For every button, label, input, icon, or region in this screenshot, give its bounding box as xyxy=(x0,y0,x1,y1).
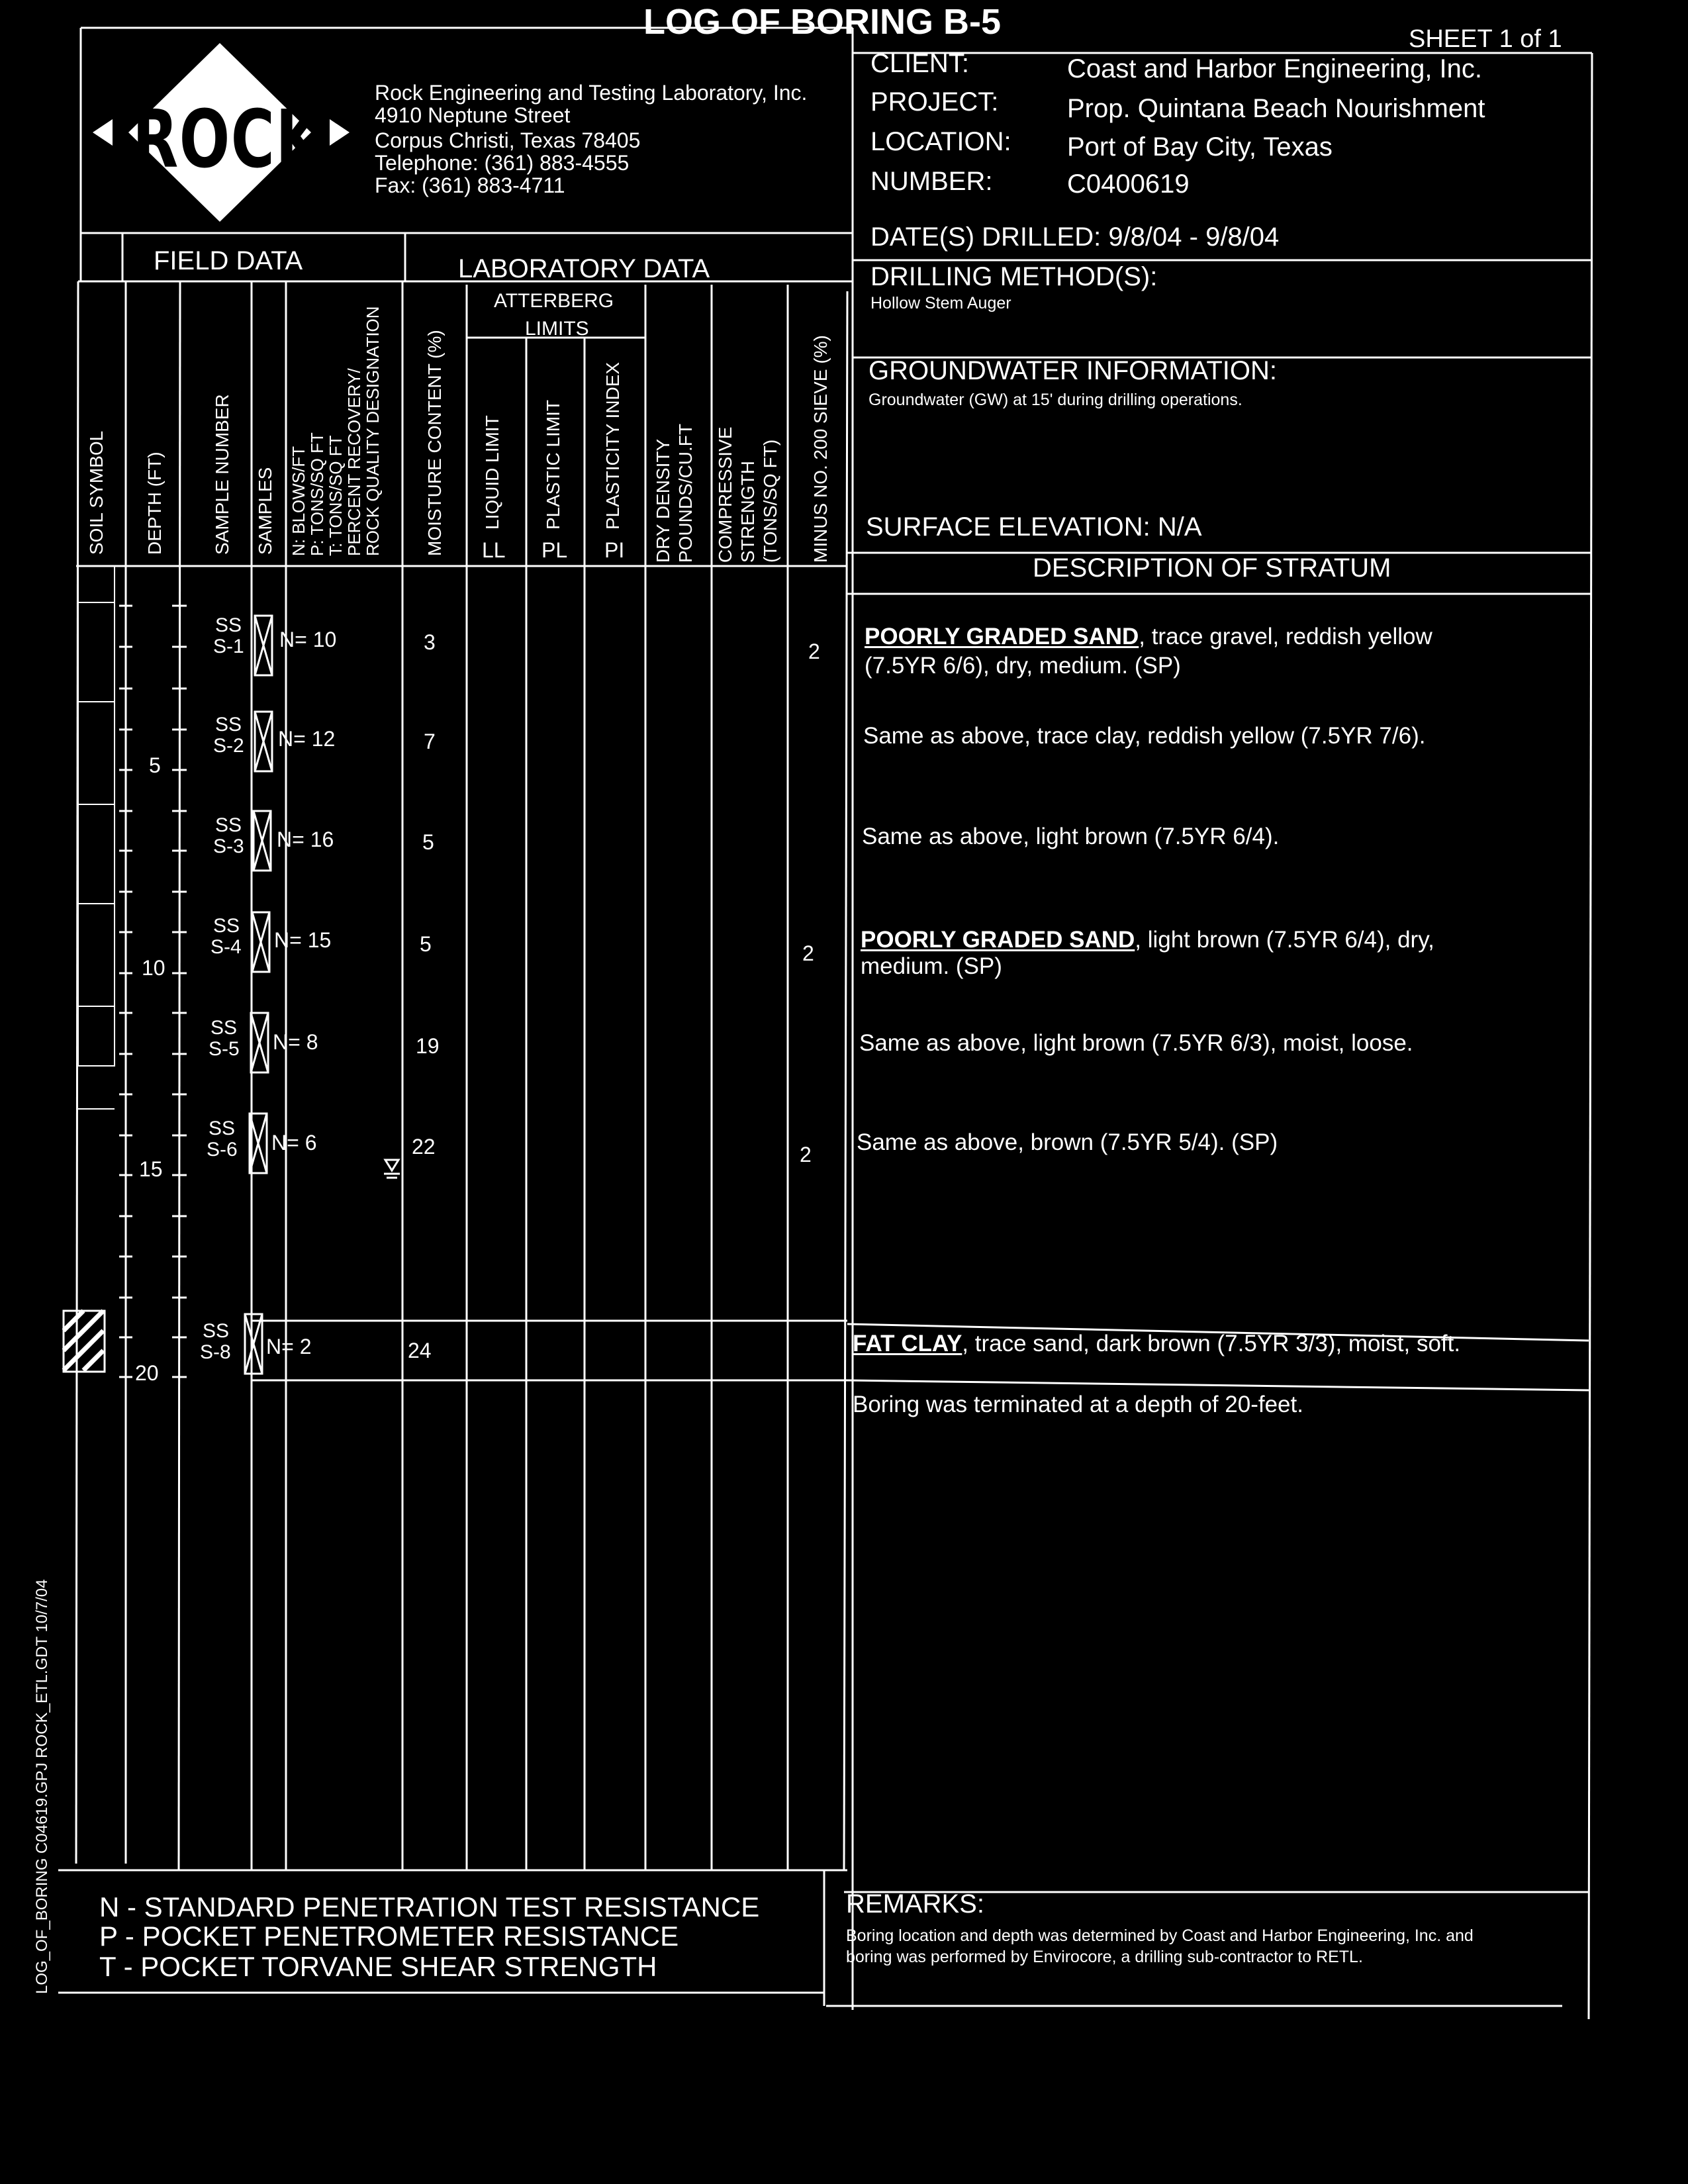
blows-header-4: PERCENT RECOVERY/ xyxy=(344,368,364,556)
description-header: DESCRIPTION OF STRATUM xyxy=(1033,553,1391,583)
soil-symbol-column xyxy=(78,566,115,1109)
legend-line: T - POCKET TORVANE SHEAR STRENGTH xyxy=(99,1951,657,1982)
rock-logo-text: ROCK xyxy=(132,94,323,186)
pi-header: PI xyxy=(604,538,625,562)
stratum-description: Same as above, brown (7.5YR 5/4). (SP) xyxy=(857,1129,1278,1155)
sample-type: SS xyxy=(215,614,242,636)
location-value: Port of Bay City, Texas xyxy=(1067,132,1333,162)
sample-id: S-1 xyxy=(213,636,244,657)
sample-id: S-6 xyxy=(207,1139,238,1161)
sample-number-header: SAMPLE NUMBER xyxy=(212,394,232,555)
company-name: Rock Engineering and Testing Laboratory, Inc. xyxy=(375,81,808,105)
soil-type: FAT CLAY xyxy=(853,1331,962,1356)
plasticity-index-header: PLASTICITY INDEX xyxy=(602,361,623,530)
dry-density-header-1: DRY DENSITY xyxy=(653,438,673,563)
minus200-value: 2 xyxy=(800,1143,812,1166)
company-city: Corpus Christi, Texas 78405 xyxy=(375,128,641,152)
minus200-value: 2 xyxy=(808,640,820,663)
drilling-method-value: Hollow Stem Auger xyxy=(870,294,1011,312)
compressive-header-2: STRENGTH xyxy=(737,461,758,563)
blow-count: N= 6 xyxy=(271,1131,317,1155)
moisture-value: 19 xyxy=(416,1034,440,1058)
compressive-header-1: COMPRESSIVE xyxy=(715,426,735,563)
liquid-limit-header: LIQUID LIMIT xyxy=(482,415,502,530)
plastic-limit-header: PLASTIC LIMIT xyxy=(543,399,563,530)
ll-header: LL xyxy=(482,538,506,562)
description-line: , trace gravel, reddish yellow xyxy=(1139,624,1432,649)
description-line: (7.5YR 6/6), dry, medium. (SP) xyxy=(865,653,1181,679)
sample-id: S-4 xyxy=(211,936,242,958)
moisture-value: 7 xyxy=(424,730,436,753)
sample-type: SS xyxy=(215,714,242,736)
sheet-number: SHEET 1 of 1 xyxy=(1409,25,1562,53)
moisture-value: 5 xyxy=(420,932,432,956)
project-label: PROJECT: xyxy=(870,87,999,117)
company-fax: Fax: (361) 883-4711 xyxy=(375,173,565,197)
atterberg-limits-header: LIMITS xyxy=(525,318,589,340)
company-street: 4910 Neptune Street xyxy=(375,103,571,127)
sample-markers xyxy=(245,616,272,1374)
description-line: medium. (SP) xyxy=(861,953,1002,979)
dates-drilled: DATE(S) DRILLED: 9/8/04 - 9/8/04 xyxy=(870,222,1280,252)
description-line: , trace sand, dark brown (7.5YR 3/3), moist, soft. xyxy=(962,1331,1461,1356)
project-value: Prop. Quintana Beach Nourishment xyxy=(1067,94,1485,123)
blows-header-1: N: BLOWS/FT xyxy=(289,446,308,556)
pl-header: PL xyxy=(541,538,568,562)
number-label: NUMBER: xyxy=(870,167,993,196)
sample-type: SS xyxy=(213,915,240,937)
minus200-value: 2 xyxy=(802,941,814,965)
moisture-header: MOISTURE CONTENT (%) xyxy=(424,330,445,556)
depth-label: 20 xyxy=(135,1361,159,1385)
sample-type: SS xyxy=(209,1117,236,1139)
sample-type: SS xyxy=(215,814,242,836)
minus200-header: MINUS NO. 200 SIEVE (%) xyxy=(810,335,831,563)
depth-label: 5 xyxy=(149,753,161,777)
depth-label: 10 xyxy=(142,956,165,980)
remarks-label: REMARKS: xyxy=(846,1889,984,1919)
blows-header-3: T: TONS/SQ FT xyxy=(326,435,346,556)
groundwater-value: Groundwater (GW) at 15' during drilling operations. xyxy=(868,391,1243,409)
atterberg-header: ATTERBERG xyxy=(494,290,614,312)
blows-header-2: P: TONS/SQ FT xyxy=(307,432,327,556)
drilling-method-label: DRILLING METHOD(S): xyxy=(870,262,1158,291)
stratum-description: Same as above, light brown (7.5YR 6/4). xyxy=(862,824,1280,849)
number-value: C0400619 xyxy=(1067,169,1190,199)
client-value: Coast and Harbor Engineering, Inc. xyxy=(1067,54,1483,83)
soil-symbol-header: SOIL SYMBOL xyxy=(86,430,107,555)
soil-type: POORLY GRADED SAND xyxy=(861,927,1135,953)
soil-type: POORLY GRADED SAND xyxy=(865,624,1139,649)
file-reference: LOG_OF_BORING C04619.GPJ ROCK_ETL.GDT 10/7/04 xyxy=(33,1579,51,1994)
sample-type: SS xyxy=(203,1320,230,1342)
dry-density-header-2: POUNDS/CU.FT xyxy=(675,424,696,563)
water-level-icon xyxy=(384,1160,400,1178)
company-phone: Telephone: (361) 883-4555 xyxy=(375,151,630,175)
remarks-line: Boring location and depth was determined by Coast and Harbor Engineering, Inc. and xyxy=(846,1926,1474,1945)
legend-line: N - STANDARD PENETRATION TEST RESISTANCE xyxy=(99,1891,760,1923)
laboratory-data-header: LABORATORY DATA xyxy=(458,254,710,283)
page-title: LOG OF BORING B-5 xyxy=(643,2,1001,42)
blow-count: N= 2 xyxy=(266,1335,312,1358)
blows-header-5: ROCK QUALITY DESIGNATION xyxy=(363,306,383,556)
depth-label: 15 xyxy=(139,1157,163,1181)
clay-hatch-symbol xyxy=(64,1311,105,1372)
moisture-value: 22 xyxy=(412,1135,436,1159)
blow-count: N= 8 xyxy=(273,1030,318,1054)
sample-id: S-5 xyxy=(209,1038,240,1060)
depth-header: DEPTH (FT) xyxy=(144,451,165,555)
sample-id: S-8 xyxy=(200,1341,231,1363)
groundwater-label: GROUNDWATER INFORMATION: xyxy=(868,356,1277,385)
blow-count: N= 15 xyxy=(274,928,332,952)
moisture-value: 24 xyxy=(408,1339,432,1362)
client-label: CLIENT: xyxy=(870,49,969,78)
location-label: LOCATION: xyxy=(870,127,1011,156)
blow-count: N= 16 xyxy=(277,828,334,851)
stratum-description: Same as above, light brown (7.5YR 6/3), moist, loose. xyxy=(859,1030,1413,1056)
samples-header: SAMPLES xyxy=(255,467,275,555)
legend-line: P - POCKET PENETROMETER RESISTANCE xyxy=(99,1921,679,1952)
blow-count: N= 12 xyxy=(278,727,336,751)
field-data-header: FIELD DATA xyxy=(154,246,303,275)
sample-id: S-3 xyxy=(213,835,244,857)
termination-note: Boring was terminated at a depth of 20-feet. xyxy=(853,1392,1303,1417)
moisture-value: 5 xyxy=(422,830,434,854)
remarks-line: boring was performed by Envirocore, a drilling sub-contractor to RETL. xyxy=(846,1948,1363,1966)
moisture-value: 3 xyxy=(424,630,436,654)
stratum-description: Same as above, trace clay, reddish yellow (7.5YR 7/6). xyxy=(863,723,1426,749)
sample-type: SS xyxy=(211,1017,238,1039)
sample-id: S-2 xyxy=(213,735,244,757)
compressive-header-3: (TONS/SQ FT) xyxy=(760,439,780,563)
blow-count: N= 10 xyxy=(279,628,337,651)
description-line: , light brown (7.5YR 6/4), dry, xyxy=(1135,927,1434,953)
surface-elevation: SURFACE ELEVATION: N/A xyxy=(866,512,1202,542)
